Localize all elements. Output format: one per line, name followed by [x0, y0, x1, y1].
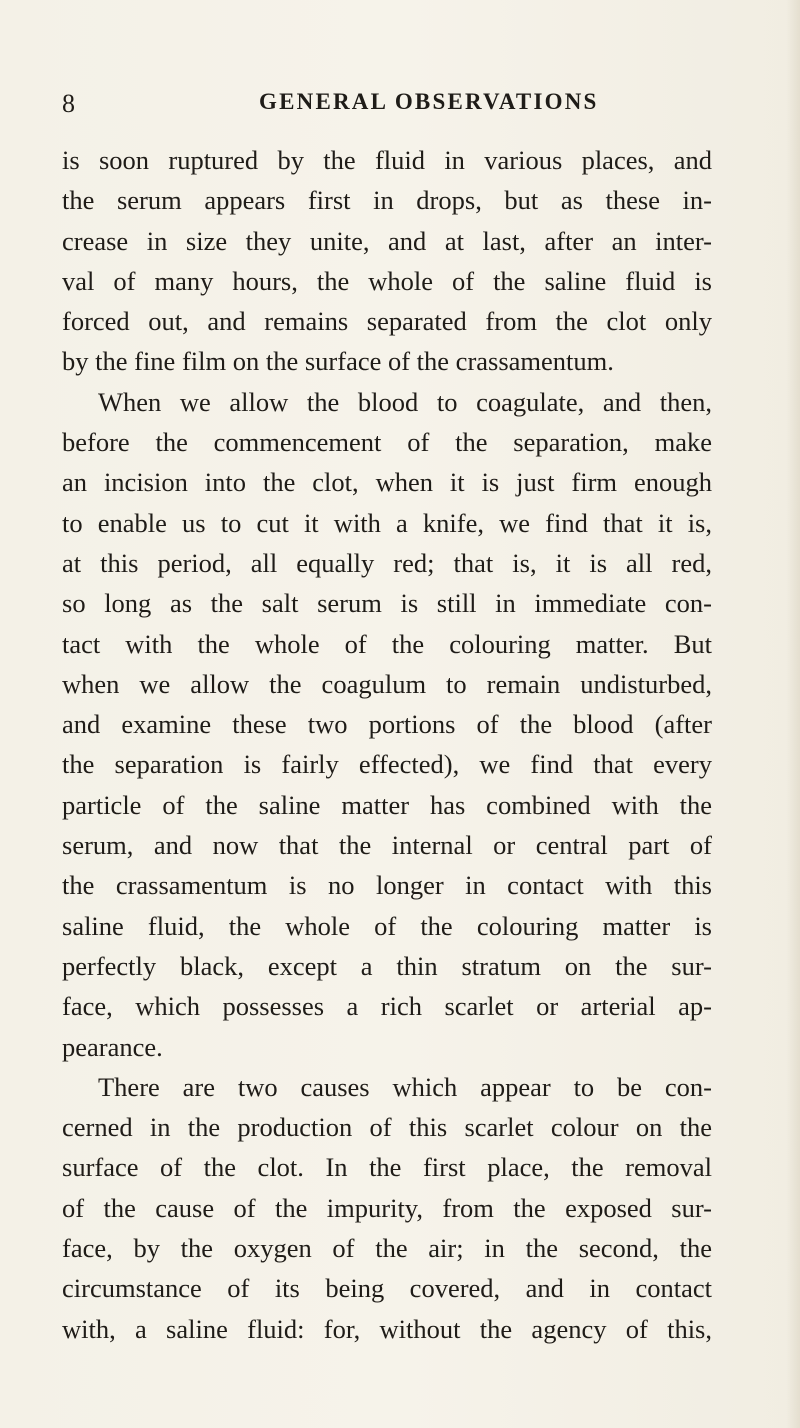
- text-line: val of many hours, the whole of the saline fluid is: [62, 265, 712, 296]
- text-line: pearance.: [62, 1031, 163, 1062]
- text-line: and examine these two portions of the blood (after: [62, 709, 712, 740]
- text-line: saline fluid, the whole of the colouring matter is: [62, 910, 712, 941]
- running-head: GENERAL OBSERVATIONS: [259, 89, 599, 114]
- text-line: the crassamentum is no longer in contact with this: [62, 870, 712, 901]
- text-line: the separation is fairly effected), we find that every: [62, 749, 712, 780]
- text-line: circumstance of its being covered, and in contact: [62, 1273, 712, 1304]
- text-line: the serum appears first in drops, but as these in-: [62, 185, 712, 216]
- page-edge-shadow: [786, 0, 800, 1428]
- text-line: When we allow the blood to coagulate, and then,: [98, 386, 712, 417]
- page-header: [60, 89, 740, 119]
- text-line: tact with the whole of the colouring matter. But: [62, 628, 712, 659]
- text-line: with, a saline fluid: for, without the agency of this,: [62, 1313, 712, 1344]
- text-line: by the fine film on the surface of the crassamentum.: [62, 346, 614, 377]
- text-line: serum, and now that the internal or central part of: [62, 830, 712, 861]
- text-line: There are two causes which appear to be con-: [98, 1071, 712, 1102]
- text-line: face, by the oxygen of the air; in the second, the: [62, 1233, 712, 1264]
- text-line: of the cause of the impurity, from the exposed sur-: [62, 1192, 712, 1223]
- text-line: at this period, all equally red; that is, it is all red,: [62, 547, 712, 578]
- text-line: forced out, and remains separated from the clot only: [62, 306, 712, 337]
- text-line: crease in size they unite, and at last, after an inter-: [62, 225, 712, 256]
- text-line: cerned in the production of this scarlet colour on the: [62, 1112, 712, 1143]
- text-line: so long as the salt serum is still in immediate con-: [62, 588, 712, 619]
- text-line: to enable us to cut it with a knife, we find that it is,: [62, 507, 712, 538]
- text-line: when we allow the coagulum to remain undisturbed,: [62, 668, 712, 699]
- text-line: particle of the saline matter has combined with the: [62, 789, 712, 820]
- body-text: [62, 140, 712, 1349]
- text-line: an incision into the clot, when it is just firm enough: [62, 467, 712, 498]
- page-number: 8: [62, 89, 76, 118]
- text-line: before the commencement of the separation, make: [62, 427, 712, 458]
- text-line: surface of the clot. In the first place, the removal: [62, 1152, 712, 1183]
- text-line: face, which possesses a rich scarlet or arterial ap-: [62, 991, 712, 1022]
- text-line: perfectly black, except a thin stratum on the sur-: [62, 950, 712, 981]
- text-line: is soon ruptured by the fluid in various places, and: [62, 145, 712, 175]
